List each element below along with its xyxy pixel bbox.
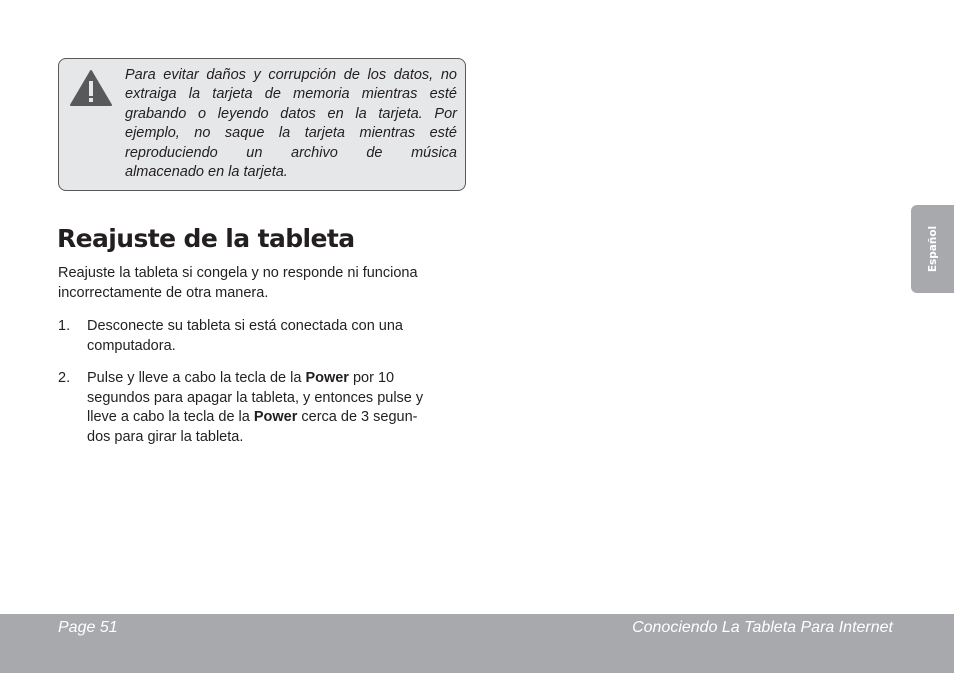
warning-line: Para evitar daños y corrupción de los datos, no	[125, 67, 457, 83]
section-title: Reajuste de la tableta	[57, 224, 355, 253]
step-line	[87, 369, 471, 389]
step-number: 2.	[58, 370, 71, 386]
step-line: Desconecte su tableta si está conectada con una	[87, 318, 403, 334]
warning-line: grabando o leyendo datos en la tarjeta. Por	[125, 105, 457, 122]
warning-line: extraiga la tarjeta de memoria mientras esté	[125, 86, 457, 103]
step-line: dos para girar la tableta.	[87, 428, 244, 445]
page-footer	[0, 614, 954, 673]
footer-section-title: Conociendo La Tableta Para Internet	[632, 619, 893, 636]
warning-line: almacenado en la tarjeta.	[125, 164, 288, 181]
step-text-part: por 10	[348, 370, 395, 386]
step-text	[87, 317, 471, 356]
language-tab-label: Español	[926, 225, 939, 273]
power-key-label: Power	[253, 409, 298, 425]
step-line	[87, 408, 471, 428]
step-text-part: lleve a cabo la tecla de la	[87, 409, 254, 425]
step-line: segundos para apagar la tableta, y entonces pulse y	[87, 389, 424, 406]
power-key-label: Power	[305, 370, 349, 386]
warning-text	[125, 66, 457, 182]
step-text-part: cerca de 3 segun-	[297, 409, 418, 425]
step-line: computadora.	[87, 337, 176, 354]
warning-callout	[58, 58, 466, 191]
step-text-part: Pulse y lleve a cabo la tecla de la	[87, 370, 306, 386]
language-tab	[911, 205, 954, 293]
warning-triangle-icon	[69, 69, 113, 107]
warning-line: reproduciendo un archivo de música	[125, 144, 457, 161]
warning-line: ejemplo, no saque la tarjeta mientras esté	[125, 125, 457, 142]
page-number: Page 51	[58, 619, 118, 636]
step-number: 1.	[58, 318, 71, 334]
step-text	[87, 369, 471, 447]
section-intro: Reajuste la tableta si congela y no responde ni funciona incorrectamente de otra manera.	[58, 265, 418, 301]
